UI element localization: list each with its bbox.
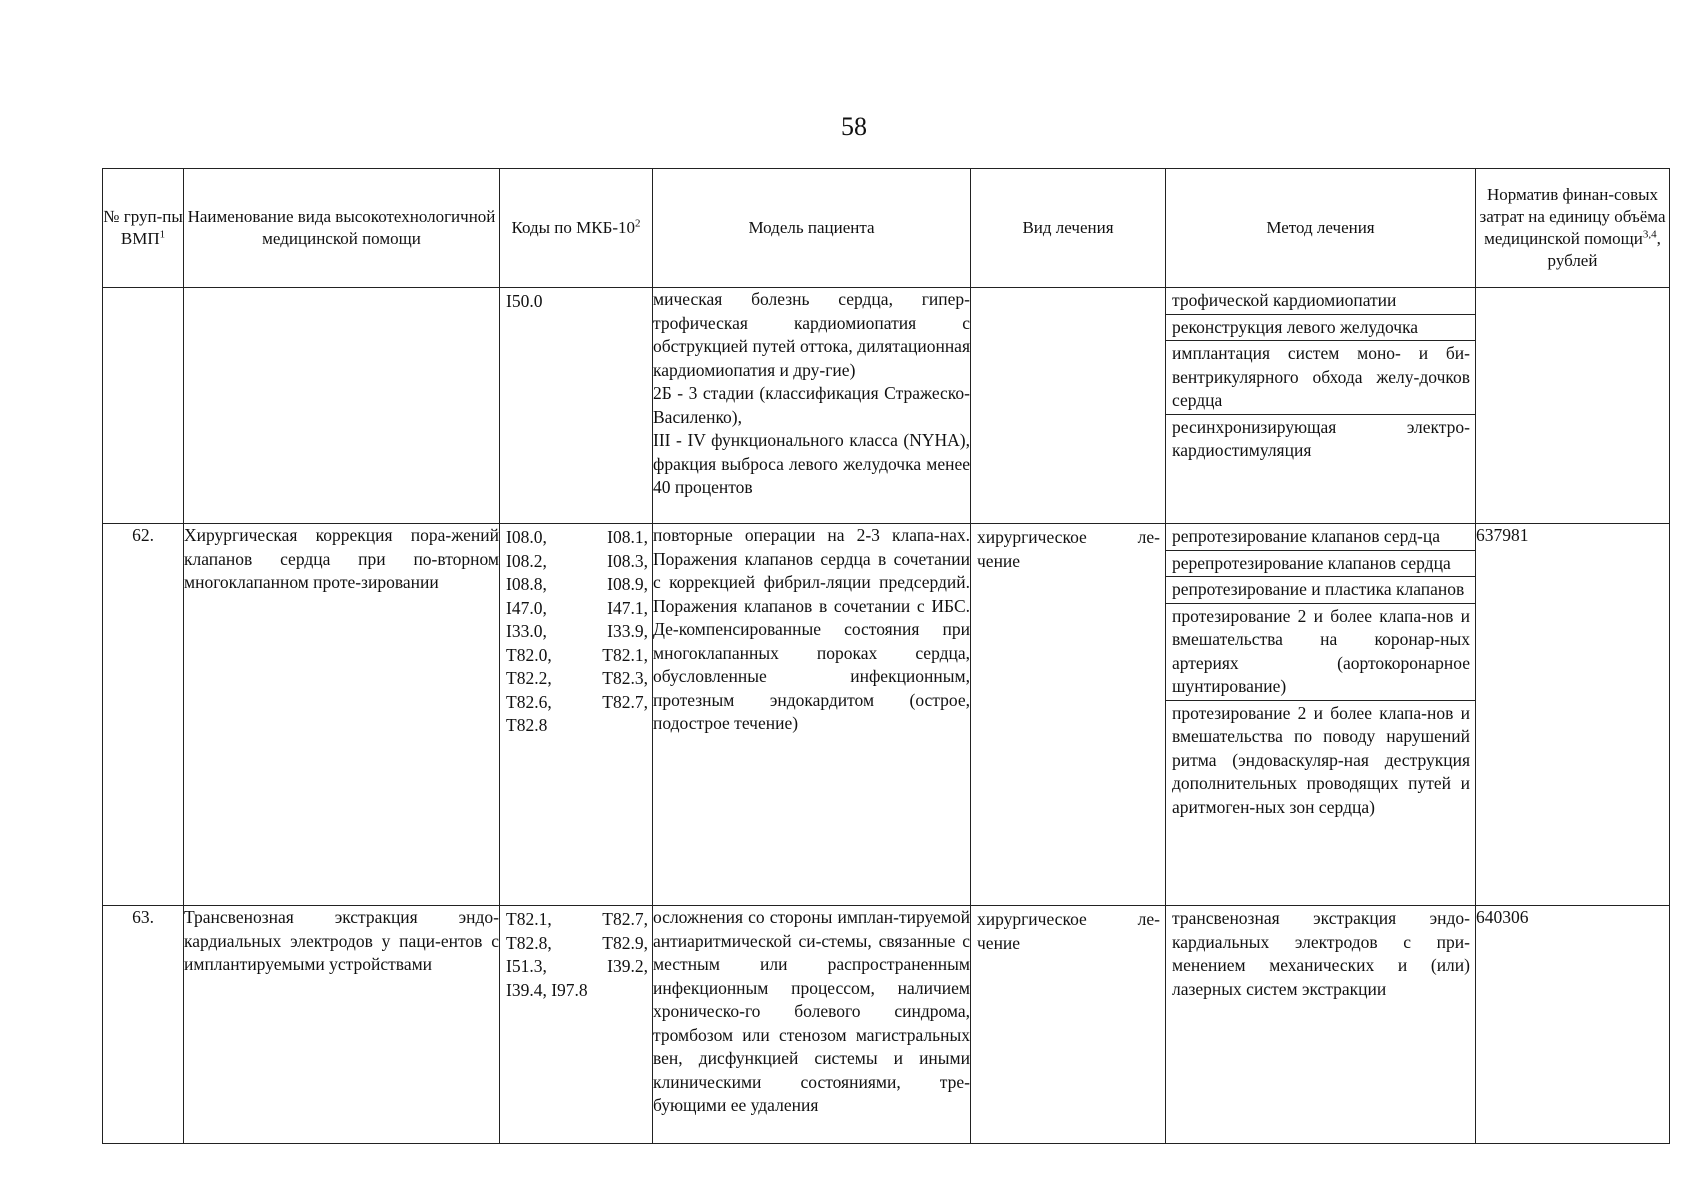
icd-codes: [500, 906, 653, 1144]
icd-code: I50.0: [506, 291, 543, 311]
treatment-type-text: хирургическое: [977, 909, 1087, 929]
care-type-name: [184, 288, 500, 524]
table-header-row: [103, 169, 1670, 288]
treatment-method: протезирование 2 и более клапа-нов и вмешательства на коронар-ных артериях (аортокоронарное шунтирование): [1166, 604, 1475, 701]
patient-model: [653, 288, 971, 524]
header-icd-codes: Коды по МКБ-$10^2$: [500, 169, 653, 288]
treatment-method: репротезирование и пластика клапанов: [1166, 577, 1475, 604]
patient-model: осложнения со стороны имплан-тируемой антиаритмической си-стемы, связанные с местным или распространенным инфекционным процессом, наличием хроническо-го болевого синдрома, тромбозом или стенозом магистральных вен, дисфункцией системы и иными клиническими состояниями, тре-бующими ее удаления: [653, 906, 971, 1144]
group-number: 63.: [103, 906, 184, 1144]
icd-code: T82.7,: [602, 691, 648, 712]
icd-code: T82.6,: [506, 691, 552, 712]
treatment-type-text: ле-: [1137, 527, 1160, 547]
patient-model-text: мическая болезнь сердца, гипер-трофическая кардиомиопатия с обструкцией путей оттока, дилятационная кардиомиопатия и дру-гие): [653, 289, 970, 380]
header-care-type: Наименование вида высокотехнологичной медицинской помощи: [184, 169, 500, 288]
icd-code: I08.0,: [506, 527, 547, 547]
treatment-methods: [1166, 524, 1476, 906]
treatment-type-text: хирургическое: [977, 527, 1087, 547]
icd-codes: [500, 524, 653, 906]
care-type-name: Трансвенозная экстракция эндо-кардиальных электродов у паци-ентов с имплантируемыми устройствами: [184, 906, 500, 1144]
icd-code: T82.9,: [602, 932, 648, 953]
treatment-method: трофической кардиомиопатии: [1166, 288, 1475, 315]
treatment-method: репротезирование клапанов серд-ца: [1166, 524, 1475, 551]
icd-code: T82.8: [506, 715, 548, 735]
icd-code: T82.3,: [602, 668, 648, 688]
icd-code: I08.3,: [607, 550, 648, 571]
treatment-type: [971, 288, 1166, 524]
header-cost-standard: Норматив финан-совых затрат на единицу объёма медицинской помощи$^{3,4}$, рублей: [1476, 169, 1670, 288]
icd-code: I08.2,: [506, 550, 547, 571]
cost-standard: 640306: [1476, 906, 1670, 1144]
icd-code: T82.0,: [506, 644, 552, 665]
icd-code: I47.1,: [607, 597, 648, 618]
icd-code: T82.1,: [602, 644, 648, 665]
patient-model-text: III - IV функционального класса (NYHA), фракция выброса левого желудочка менее 40 процентов: [653, 430, 970, 497]
group-number: 62.: [103, 524, 184, 906]
patient-model: повторные операции на 2-3 клапа-нах. Поражения клапанов сердца в сочетании с коррекцией фибрил-ляции предсердий. Поражения клапанов в сочетании с ИБС. Де-компенсированные состояния при многоклапанных пороках сердца, обусловленные инфекционным, протезным эндокардитом (острое, подострое течение): [653, 524, 971, 906]
treatment-method: ререпротезирование клапанов сердца: [1166, 551, 1475, 578]
icd-code: T82.8,: [506, 932, 552, 953]
treatment-method: реконструкция левого желудочка: [1166, 315, 1475, 342]
header-treatment-method: Метод лечения: [1166, 169, 1476, 288]
icd-code: I39.2,: [607, 956, 648, 976]
treatment-method: ресинхронизирующая электро-кардиостимуляция: [1172, 416, 1470, 460]
treatment-type-text: ле-: [1137, 909, 1160, 929]
icd-code: T82.1,: [506, 909, 552, 929]
treatment-method: имплантация систем моно- и би-вентрикулярного обхода желу-дочков сердца: [1166, 341, 1475, 415]
treatment-type-text: чение: [977, 932, 1021, 953]
treatment-method: трансвенозная экстракция эндо-кардиальных электродов с при-менением механических и (или) лазерных систем экстракции: [1172, 908, 1470, 999]
page-number: 58: [841, 112, 867, 141]
icd-code: T82.7,: [602, 909, 648, 929]
treatment-type: [971, 524, 1166, 906]
icd-code: I39.4, I97.8: [506, 979, 588, 1000]
treatment-methods: [1166, 288, 1476, 524]
care-type-name: Хирургическая коррекция пора-жений клапанов сердца при по-вторном многоклапанном проте-зировании: [184, 524, 500, 906]
icd-code: T82.2,: [506, 668, 552, 688]
treatment-type: [971, 906, 1166, 1144]
treatment-methods: [1166, 906, 1476, 1144]
header-patient-model: Модель пациента: [653, 169, 971, 288]
icd-code: I08.9,: [607, 574, 648, 594]
icd-code: I33.0,: [506, 621, 547, 641]
icd-code: I51.3,: [506, 956, 547, 976]
table-row: [103, 288, 1670, 524]
treatment-type-text: чение: [977, 550, 1021, 571]
table-row: [103, 906, 1670, 1144]
icd-code: I47.0,: [506, 597, 547, 618]
table-row: [103, 524, 1670, 906]
icd-codes: [500, 288, 653, 524]
vmp-table: [102, 168, 1670, 1144]
treatment-method: протезирование 2 и более клапа-нов и вмешательства по поводу нарушений ритма (эндоваскуляр-ная деструкция дополнительных проводящих путей и аритмоген-ных зон сердца): [1172, 702, 1470, 817]
icd-code: I33.9,: [607, 621, 648, 641]
cost-standard: 637981: [1476, 524, 1670, 906]
group-number: [103, 288, 184, 524]
header-group-number: № груп-пы ВМП$^1$: [103, 169, 184, 288]
icd-code: I08.8,: [506, 574, 547, 594]
icd-code: I08.1,: [607, 527, 648, 547]
patient-model-text: 2Б - 3 стадии (классификация Стражеско-Василенко),: [653, 383, 970, 427]
header-treatment-type: Вид лечения: [971, 169, 1166, 288]
cost-standard: [1476, 288, 1670, 524]
